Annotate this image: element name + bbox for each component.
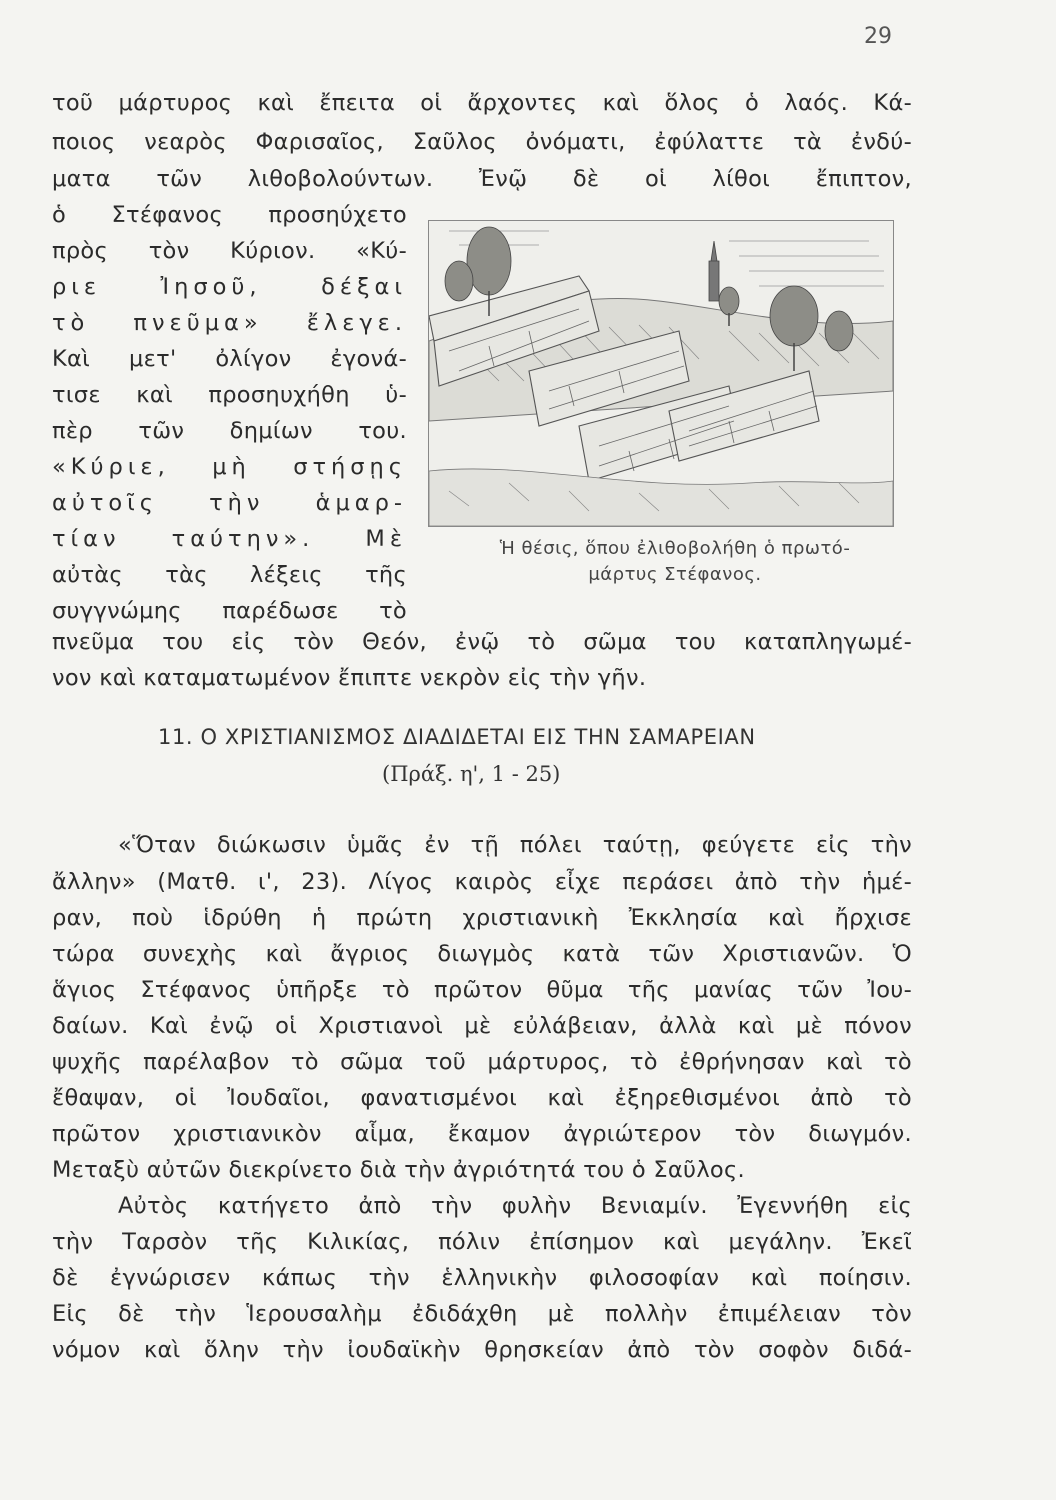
text-line: «Ὅταν διώκωσιν ὑμᾶς ἐν τῇ πόλει ταύτῃ, φεύγετε εἰς τὴν: [118, 832, 912, 858]
text-line: Εἰς δὲ τὴν Ἱερουσαλὴμ ἐδιδάχθη μὲ πολλὴν ἐπιμέλειαν τὸν: [52, 1301, 912, 1327]
text-line: νόμον καὶ ὅλην τὴν ἰουδαϊκὴν θρησκείαν ἀπὸ τὸν σοφὸν διδά-: [52, 1337, 912, 1363]
text-line: ποιος νεαρὸς Φαρισαῖος, Σαῦλος ὀνόματι, ἐφύλαττε τὰ ἐνδύ-: [52, 129, 912, 155]
text-line: πνεῦμα του εἰς τὸν Θεόν, ἐνῷ τὸ σῶμα του καταπληγωμέ-: [52, 629, 912, 655]
text-line: τὸ πνεῦμα» ἔλεγε.: [52, 310, 407, 336]
text-line: Καὶ μετ' ὀλίγον ἐγονά-: [52, 346, 407, 372]
text-line: «Κύριε, μὴ στήσῃς: [52, 454, 407, 480]
section-heading: 11. Ο ΧΡΙΣΤΙΑΝΙΣΜΟΣ ΔΙΑΔΙΔΕΤΑΙ ΕΙΣ ΤΗΝ ΣΑΜΑΡΕΙΑΝ: [158, 725, 756, 749]
text-line: ἄλλην» (Ματθ. ι', 23). Λίγος καιρὸς εἶχε περάσει ἀπὸ τὴν ἡμέ-: [52, 869, 912, 895]
text-line: πρῶτον χριστιανικὸν αἷμα, ἔκαμον ἀγριώτερον τὸν διωγμόν.: [52, 1121, 912, 1147]
text-line: δὲ ἐγνώρισεν κάπως τὴν ἑλληνικὴν φιλοσοφίαν καὶ ποίησιν.: [52, 1265, 912, 1291]
text-line: πρὸς τὸν Κύριον. «Κύ-: [52, 238, 407, 264]
scripture-reference: (Πράξ. η', 1 - 25): [382, 762, 561, 786]
text-line: ραν, ποὺ ἱδρύθη ἡ πρώτη χριστιανικὴ Ἐκκλησία καὶ ἤρχισε: [52, 905, 912, 931]
text-line: δαίων. Καὶ ἐνῷ οἱ Χριστιανοὶ μὲ εὐλάβειαν, ἀλλὰ καὶ μὲ πόνον: [52, 1013, 912, 1039]
caption-line: μάρτυς Στέφανος.: [588, 564, 762, 585]
text-line: Μεταξὺ αὐτῶν διεκρίνετο διὰ τὴν ἀγριότητά του ὁ Σαῦλος.: [52, 1157, 745, 1183]
text-line: ψυχῆς παρέλαβον τὸ σῶμα τοῦ μάρτυρος, τὸ ἐθρήνησαν καὶ τὸ: [52, 1049, 912, 1075]
text-line: τοῦ μάρτυρος καὶ ἔπειτα οἱ ἄρχοντες καὶ ὅλος ὁ λαός. Κά-: [52, 90, 912, 116]
text-line: ὁ Στέφανος προσηύχετο: [52, 202, 407, 228]
text-line: τισε καὶ προσηυχήθη ὑ-: [52, 382, 407, 408]
text-line: ριε Ἰησοῦ, δέξαι: [52, 274, 407, 300]
page-number: 29: [864, 24, 892, 49]
text-line: νον καὶ καταματωμένον ἔπιπτε νεκρὸν εἰς τὴν γῆν.: [52, 665, 647, 691]
text-line: Αὐτὸς κατήγετο ἀπὸ τὴν φυλὴν Βενιαμίν. Ἐγεννήθη εἰς: [118, 1193, 912, 1219]
figure-caption: [440, 536, 910, 588]
illustration-stoning-site: [428, 220, 894, 527]
text-line: τώρα συνεχὴς καὶ ἄγριος διωγμὸς κατὰ τῶν Χριστιανῶν. Ὁ: [52, 941, 912, 967]
caption-line: Ἡ θέσις, ὅπου ἐλιθοβολήθη ὁ πρωτό-: [499, 538, 851, 559]
text-line: ἔθαψαν, οἱ Ἰουδαῖοι, φανατισμένοι καὶ ἐξηρεθισμένοι ἀπὸ τὸ: [52, 1085, 912, 1111]
landscape-drawing: [429, 221, 893, 526]
text-line: συγγνώμης παρέδωσε τὸ: [52, 598, 407, 624]
text-line: αὐτοῖς τὴν ἁμαρ-: [52, 490, 407, 516]
text-line: αὐτὰς τὰς λέξεις τῆς: [52, 562, 407, 588]
text-line: τίαν ταύτην». Μὲ: [52, 526, 407, 552]
text-line: ἅγιος Στέφανος ὑπῆρξε τὸ πρῶτον θῦμα τῆς μανίας τῶν Ἰου-: [52, 977, 912, 1003]
text-line: τὴν Ταρσὸν τῆς Κιλικίας, πόλιν ἐπίσημον καὶ μεγάλην. Ἐκεῖ: [52, 1229, 912, 1255]
text-line: πὲρ τῶν δημίων του.: [52, 418, 407, 444]
text-line: ματα τῶν λιθοβολούντων. Ἐνῷ δὲ οἱ λίθοι ἔπιπτον,: [52, 166, 912, 192]
